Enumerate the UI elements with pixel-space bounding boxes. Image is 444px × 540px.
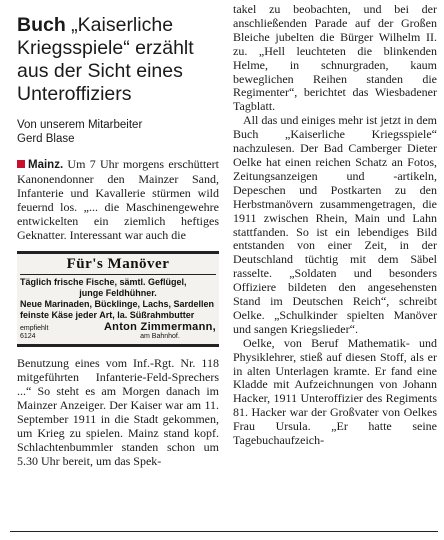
- ad-code: 6124: [20, 333, 36, 341]
- ad-line-2: junge Feldhühner.: [79, 288, 157, 299]
- ad-footer: [20, 321, 216, 341]
- right-paragraph-1: takel zu beobachten, und bei der anschließenden Parade auf der Großen Bleiche jubelten die Bürger Wilhelm II. zu. „Hell leuchteten die blinkenden Helme, in schnurgraden, kaum beweglichen Reihen standen die Regimenter“, berichtet das Wiesbadener Tagblatt.: [233, 2, 437, 114]
- byline: [17, 118, 219, 146]
- ad-merchant: Anton Zimmermann,: [103, 321, 216, 334]
- ad-line-1: Täglich frische Fische, sämtl. Geflügel,: [20, 277, 187, 288]
- article-headline: [17, 14, 219, 106]
- historic-advertisement: [17, 251, 219, 347]
- headline-text: „Kaiserliche Kriegsspiele“ erzählt aus der Sicht eines Unteroffiziers: [17, 14, 194, 105]
- section-marker: [17, 160, 25, 168]
- dateline-place: Mainz.: [28, 159, 64, 171]
- bottom-rule: [10, 531, 438, 532]
- ad-line-4: feinste Käse jeder Art, la. Süßrahmbutter: [20, 310, 195, 321]
- left-column: [17, 0, 219, 469]
- ad-address: am Bahnhof.: [140, 333, 180, 341]
- byline-role: Von unserem Mitarbeiter: [17, 119, 143, 131]
- byline-author: Gerd Blase: [17, 133, 75, 145]
- left-continuation: Benutzung eines vom Inf.-Rgt. Nr. 118 mitgeführten Infanterie-Feld-Sprechers ...“ So steht es am Morgen danach im Mainzer Anzeiger. Der Kaiser war am 11. September 1911 in die Stadt gekommen, um Krieg zu spielen. Mainz stand kopf. Schlachtenbummler standen schon um 5.30 Uhr bereit, um das Spek-: [17, 356, 219, 468]
- ad-line-3: Neue Marinaden, Bücklinge, Lachs, Sardellen: [20, 299, 215, 310]
- right-column: [233, 3, 437, 448]
- lead-paragraph: [17, 158, 219, 242]
- ad-recommends: empfiehlt: [20, 325, 49, 333]
- right-paragraph-2: All das und einiges mehr ist jetzt in dem Buch „Kaiserliche Kriegsspiele“ nachzulesen. Der Bad Camberger Dieter Oelke hat einen reichen Schatz an Fotos, Zeitungsanzeigen und -artikeln, Depeschen und Postkarten zu den Herbstmanövern zusammengetragen, die 1911 zwischen Rhein, Main und Lahn stattfanden. So ist ein lebendiges Bild entstanden von einer Zeit, in der Deutschland tüchtig mit dem Säbel rasselte. „Soldaten und besonders Offiziere bildeten den angesehensten Stand im Deutschen Reich“, schreibt Oelke. „Schulkinder spielten Manöver und sangen Kriegslieder“.: [233, 113, 437, 336]
- headline-keyword: Buch: [17, 14, 66, 36]
- lead-text: Um 7 Uhr morgens erschüttert Kanonendonner den Mainzer Sand, Infanterie und Kavallerie stürmen wild feuernd los. „... die Maschinengewehre entwickelten ein ziemlich heftiges Geknatter. Interessant war auch die: [17, 157, 219, 242]
- ad-title: Für's Manöver: [20, 256, 216, 275]
- right-paragraph-3: Oelke, von Beruf Mathematik- und Physiklehrer, stieß auf diesen Stoff, als er in alten Unterlagen kramte. Er fand eine Kladde mit Aufzeichnungen von Johann Hacker, 1911 Unteroffizier des Regiments 81. Hacker war der Großvater von Oelkes Frau Ursula. „Er hatte seine Tagebuchaufzeich-: [233, 335, 437, 448]
